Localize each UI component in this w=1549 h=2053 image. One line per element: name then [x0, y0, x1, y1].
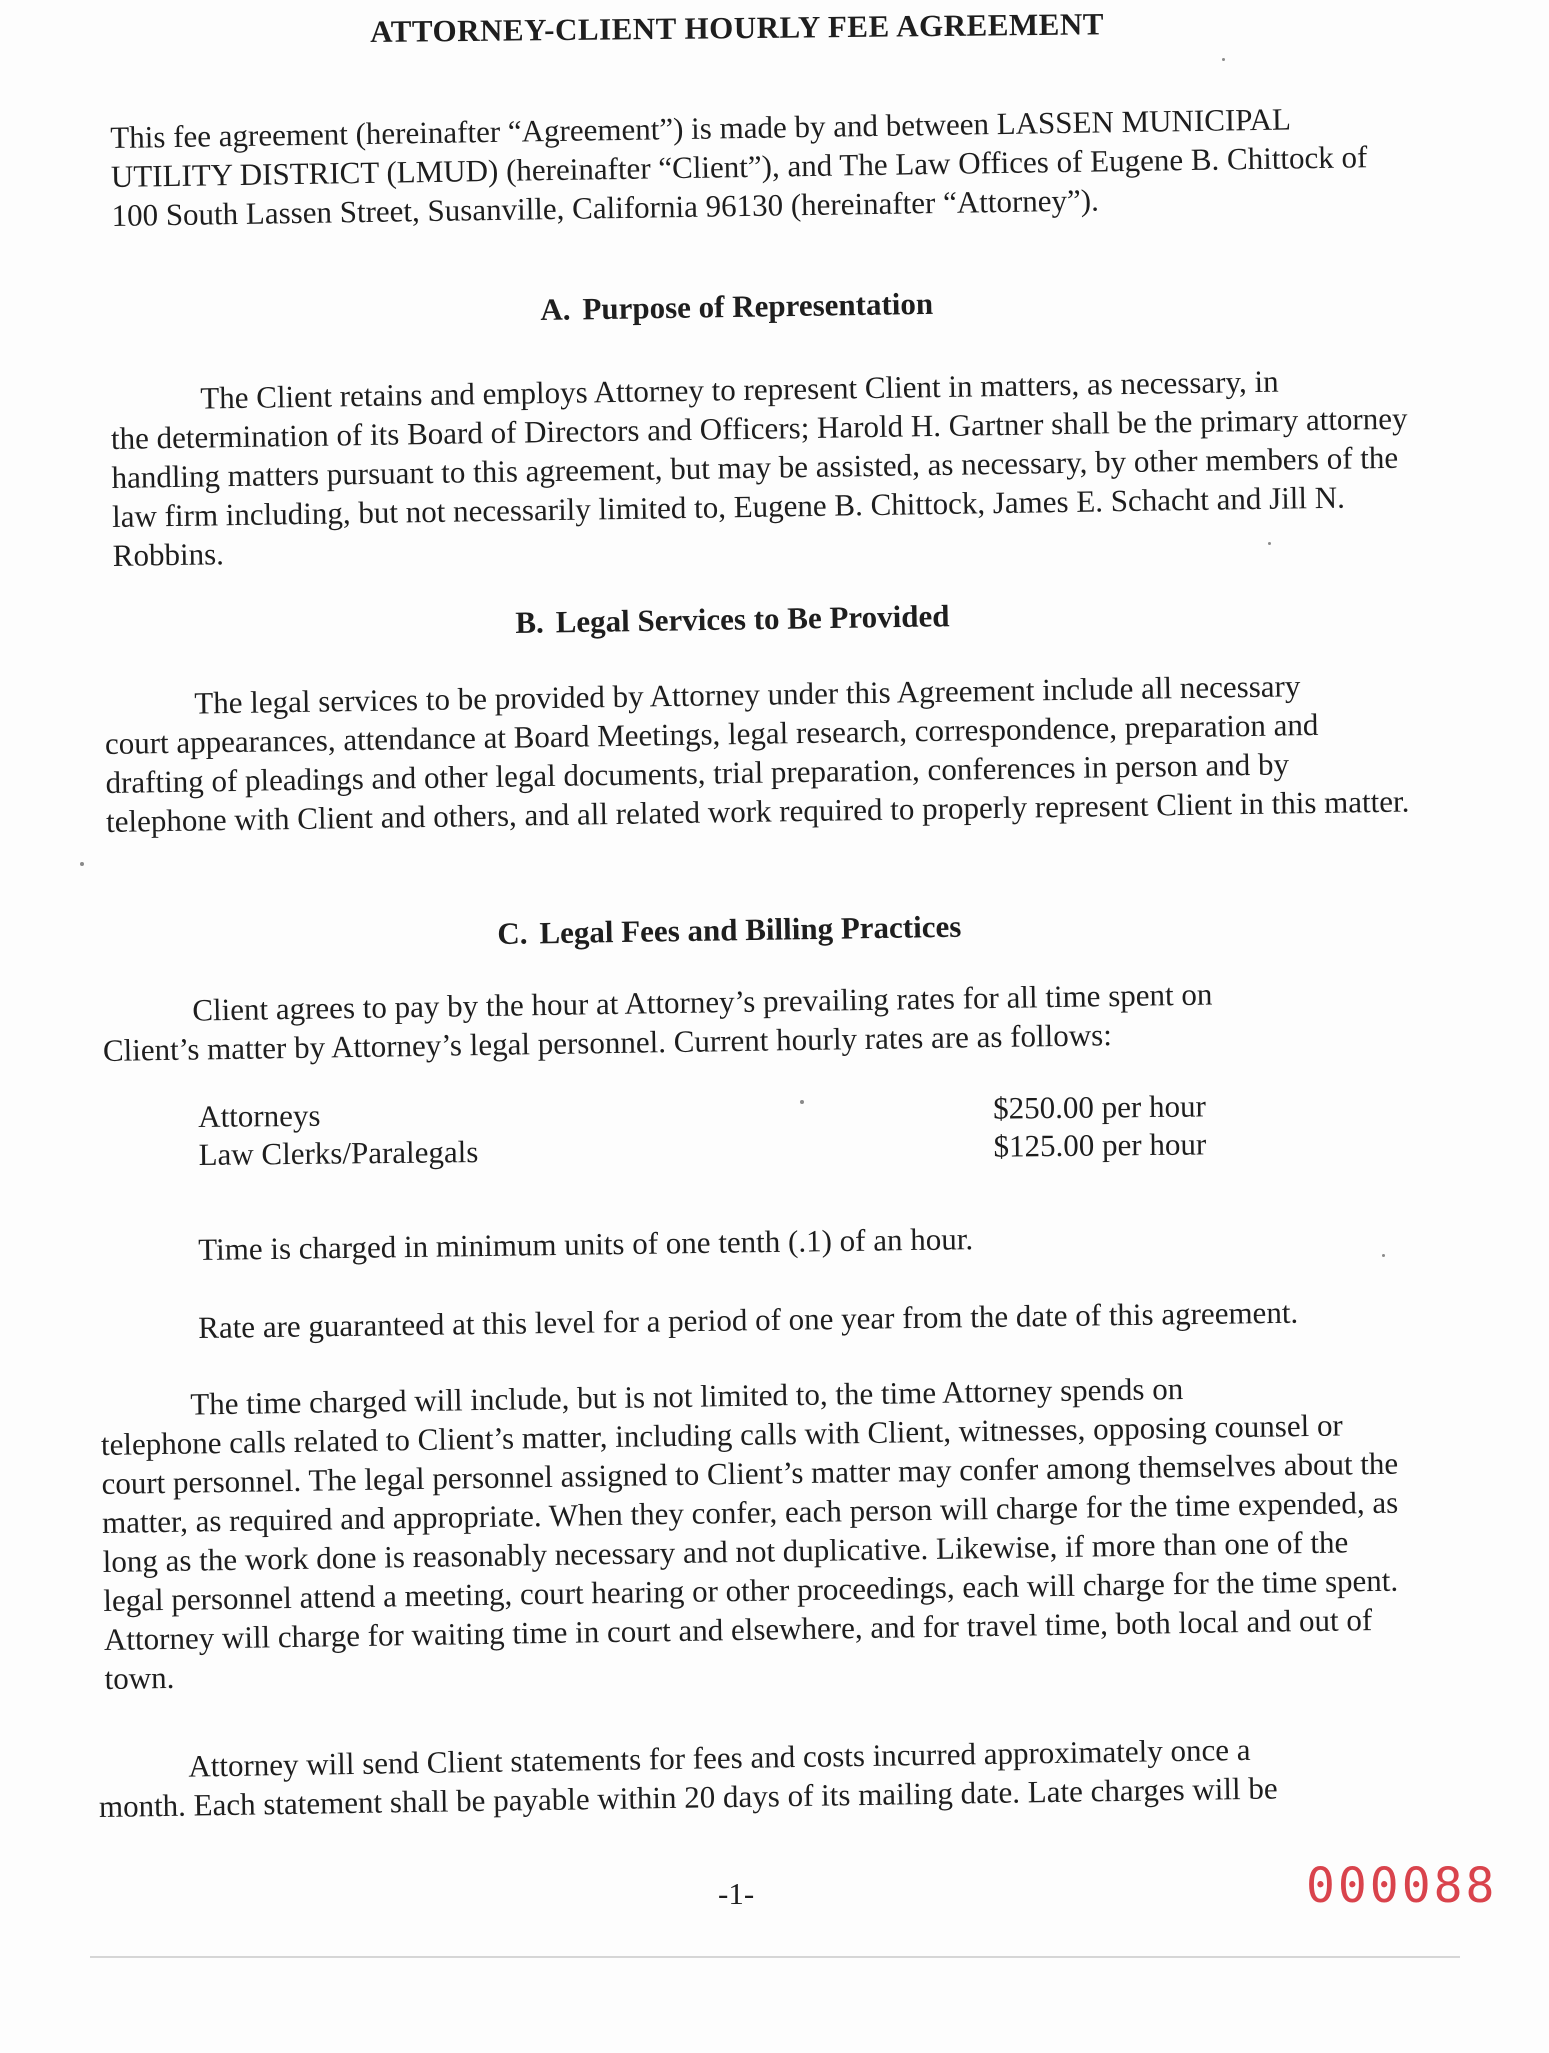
page-number: -1- — [718, 1876, 755, 1911]
statements-body: month. Each statement shall be payable within 20 days of its mailing date. Late charges will be — [98, 1770, 1278, 1824]
section-c-title: Legal Fees and Billing Practices — [539, 908, 962, 951]
rate-guarantee-note: Rate are guaranteed at this level for a period of one year from the date of this agreement. — [198, 1294, 1299, 1345]
section-a-paragraph — [110, 360, 1413, 575]
rate-value: $250.00 per hour — [992, 1088, 1206, 1126]
intro-paragraph: This fee agreement (hereinafter “Agreement”) is made by and between LASSEN MUNICIPAL UTILITY DISTRICT (LMUD) (hereinafter “Client”), and The Law Offices of Eugene B. Chittock of 100 South Lassen Street, Susanville, California 96130 (hereinafter “Attorney”). — [110, 101, 1368, 233]
scan-speck — [1268, 542, 1271, 545]
section-c-letter: C. — [497, 915, 528, 951]
section-a-heading — [540, 286, 933, 328]
section-b-first-line: The legal services to be provided by Attorney under this Agreement include all necessary — [194, 668, 1301, 721]
statements-first-line: Attorney will send Client statements for fees and costs incurred approximately once a — [188, 1731, 1251, 1784]
section-b-body: court appearances, attendance at Board Meetings, legal research, correspondence, preparation and drafting of pleadings and other legal documents, trial preparation, conferences in person and by telephone with Client and others, and all related work required to properly represent Client in this matter. — [104, 706, 1410, 839]
hourly-rates-table — [198, 1087, 1239, 1174]
section-a-body: the determination of its Board of Directors and Officers; Harold H. Gartner shall be the primary attorney handling matters pursuant to this agreement, but may be assisted, as necessary, by other members of the law firm including, but not necessarily limited to, Eugene B. Chittock, James E. Schacht and Jill N. Robbins. — [110, 400, 1408, 573]
section-c-first-line: Client agrees to pay by the hour at Attorney’s prevailing rates for all time spent on — [192, 976, 1213, 1028]
section-b-title: Legal Services to Be Provided — [555, 598, 950, 640]
scan-speck — [80, 862, 84, 866]
time-charged-body: telephone calls related to Client’s matter, including calls with Client, witnesses, opposing counsel or court personnel. The legal personnel assigned to Client’s matter may confer among themselves about the matter, as required and appropriate. When they confer, each person will charge for the time expended, as long as the work done is reasonably necessary and not duplicative. Likewise, if more than one of the legal personnel attend a meeting, court hearing or other proceedings, each will charge for the time spent. Attorney will charge for waiting time in court and elsewhere, and for travel time, both local and out of town. — [100, 1407, 1399, 1696]
section-a-title: Purpose of Representation — [582, 285, 934, 327]
section-b-paragraph — [104, 664, 1416, 841]
time-unit-note: Time is charged in minimum units of one tenth (.1) of an hour. — [198, 1221, 974, 1267]
section-c-body: Client’s matter by Attorney’s legal personnel. Current hourly rates are as follows: — [102, 1017, 1113, 1068]
rate-value: $125.00 per hour — [993, 1126, 1207, 1164]
section-c-paragraph — [102, 972, 1403, 1070]
rate-label: Law Clerks/Paralegals — [198, 1134, 479, 1172]
section-c-heading — [497, 909, 962, 952]
section-a-letter: A. — [540, 291, 571, 327]
document-title: ATTORNEY-CLIENT HOURLY FEE AGREEMENT — [370, 6, 1105, 49]
scan-speck — [1382, 1254, 1385, 1257]
scan-speck — [1222, 58, 1225, 61]
time-charged-first-line: The time charged will include, but is not limited to, the time Attorney spends on — [190, 1370, 1184, 1422]
bates-number-stamp: 000088 — [1306, 1858, 1498, 1914]
time-charged-paragraph — [100, 1366, 1405, 1698]
section-a-first-line: The Client retains and employs Attorney to represent Client in matters, as necessary, in — [200, 363, 1279, 416]
section-b-letter: B. — [515, 604, 544, 640]
rate-label: Attorneys — [198, 1097, 321, 1134]
section-b-heading — [515, 598, 950, 641]
scan-bottom-edge — [90, 1956, 1460, 1958]
scan-speck — [800, 1100, 804, 1104]
statements-paragraph — [98, 1727, 1419, 1826]
